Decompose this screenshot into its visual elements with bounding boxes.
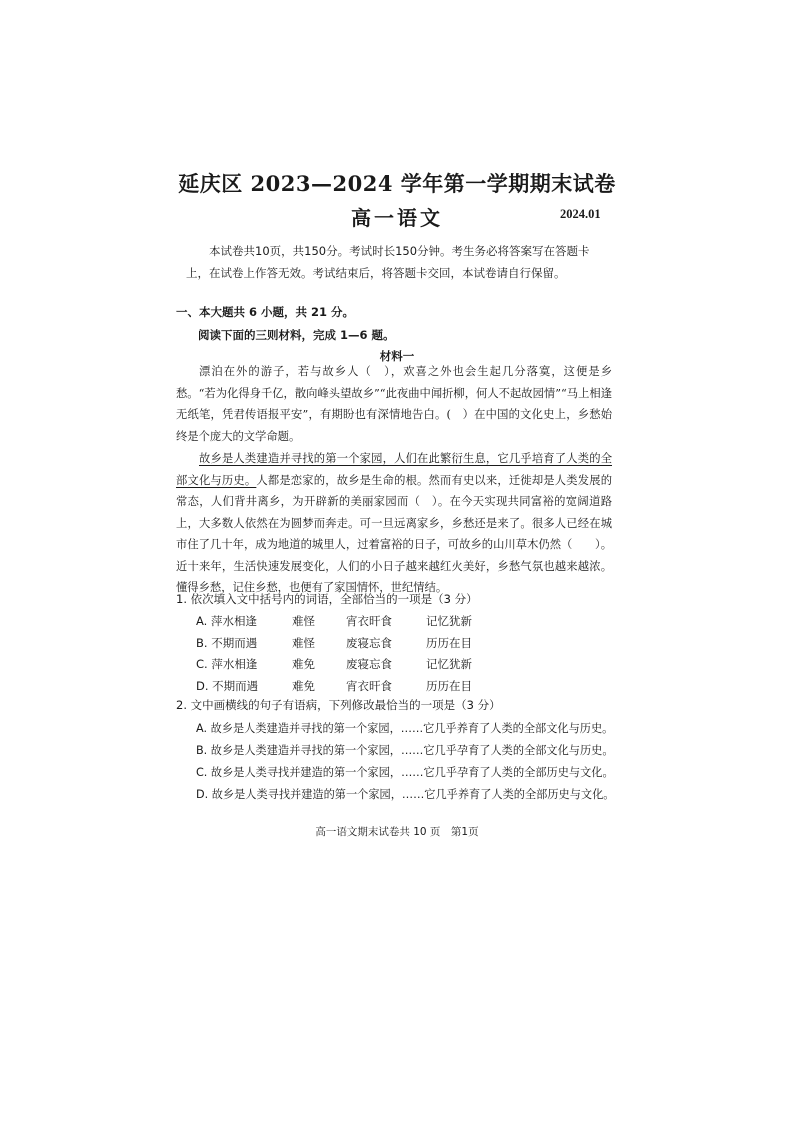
section-instruction: 阅读下面的三则材料，完成 1—6 题。 bbox=[198, 328, 395, 342]
option-word: 宵衣旰食 bbox=[346, 679, 392, 693]
option-word: 宵衣旰食 bbox=[346, 614, 392, 628]
option-word: 难免 bbox=[292, 657, 315, 671]
exam-date: 2024.01 bbox=[560, 207, 601, 221]
exam-title: 延庆区 2023—2024 学年第一学期期末试卷 bbox=[178, 171, 616, 196]
option-word: 废寝忘食 bbox=[346, 657, 392, 671]
q2-option-d: D. 故乡是人类寻找并建造的第一个家园，……它几乎养育了人类的全部历史与文化。 bbox=[196, 788, 615, 801]
exam-notice: 本试卷共10页，共150分。考试时长150分钟。考生务必将答案写在答题卡上，在试卷上作答无效。考试结束后，将答题卡交回，本试卷请自行保留。 bbox=[186, 244, 590, 280]
material-paragraph-1: 漂泊在外的游子，若与故乡人（ ），欢喜之外也会生起几分落寞，这便是乡愁。“若为化得身千亿，散向峰头望故乡”“此夜曲中闻折柳，何人不起故园情”“马上相逢无纸笔，凭君传语报平安”，有期盼也有深情地告白。( ）在中国的文化史上，乡愁始终是个庞大的文学命题。 bbox=[176, 365, 612, 443]
option-word: 历历在目 bbox=[426, 636, 472, 650]
q2-option-b: B. 故乡是人类建造并寻找的第一个家园，……它几乎孕育了人类的全部文化与历史。 bbox=[196, 744, 614, 757]
option-word: 难怪 bbox=[292, 614, 315, 628]
question-1-stem: 1. 依次填入文中括号内的词语，全部恰当的一项是（3 分） bbox=[176, 592, 478, 606]
option-word: 难免 bbox=[292, 679, 315, 693]
option-word: D. 不期而遇 bbox=[196, 679, 259, 693]
option-word: A. 萍水相逢 bbox=[196, 614, 257, 628]
option-word: 记忆犹新 bbox=[426, 614, 472, 628]
option-word: C. 萍水相逢 bbox=[196, 657, 258, 671]
paragraph-2-text: 人都是恋家的，故乡是生命的根。然而有史以来，迁徙却是人类发展的常态，人们背井离乡，为开辟新的美丽家园而（ ）。在今天实现共同富裕的宽阔道路上，大多数人依然在为圆梦而奔走。可一旦远离家乡，乡愁还是来了。很多人已经在城市住了几十年，成为地道的城里人，过着富裕的日子，可故乡的山川草木仍然（ ）。近十来年，生活快速发展变化，人们的小日子越来越红火美好，乡愁气氛也越来越浓。懂得乡愁，记住乡愁，也便有了家国情怀，世纪情结。 bbox=[176, 473, 612, 594]
option-word: 记忆犹新 bbox=[426, 657, 472, 671]
section-heading: 一、本大题共 6 小题，共 21 分。 bbox=[176, 305, 355, 319]
q2-option-c: C. 故乡是人类寻找并建造的第一个家园，……它几乎孕育了人类的全部历史与文化。 bbox=[196, 766, 614, 779]
option-word: 难怪 bbox=[292, 636, 315, 650]
underlined-sentence: 故乡是人类建造并寻找的第一个家园，人们在此繁衍生息，它几乎培育了人类的全部文化与历史。 bbox=[176, 452, 612, 487]
option-word: 废寝忘食 bbox=[346, 636, 392, 650]
exam-subject: 高一语文 bbox=[351, 206, 443, 230]
option-word: B. 不期而遇 bbox=[196, 636, 258, 650]
question-2-stem: 2. 文中画横线的句子有语病，下列修改最恰当的一项是（3 分） bbox=[176, 698, 501, 712]
material-title: 材料一 bbox=[379, 349, 415, 363]
material-paragraph-2 bbox=[176, 448, 612, 599]
option-word: 历历在目 bbox=[426, 679, 472, 693]
page-footer: 高一语文期末试卷共 10 页 第1页 bbox=[315, 826, 479, 838]
q2-option-a: A. 故乡是人类建造并寻找的第一个家园，……它几乎养育了人类的全部文化与历史。 bbox=[196, 722, 614, 735]
